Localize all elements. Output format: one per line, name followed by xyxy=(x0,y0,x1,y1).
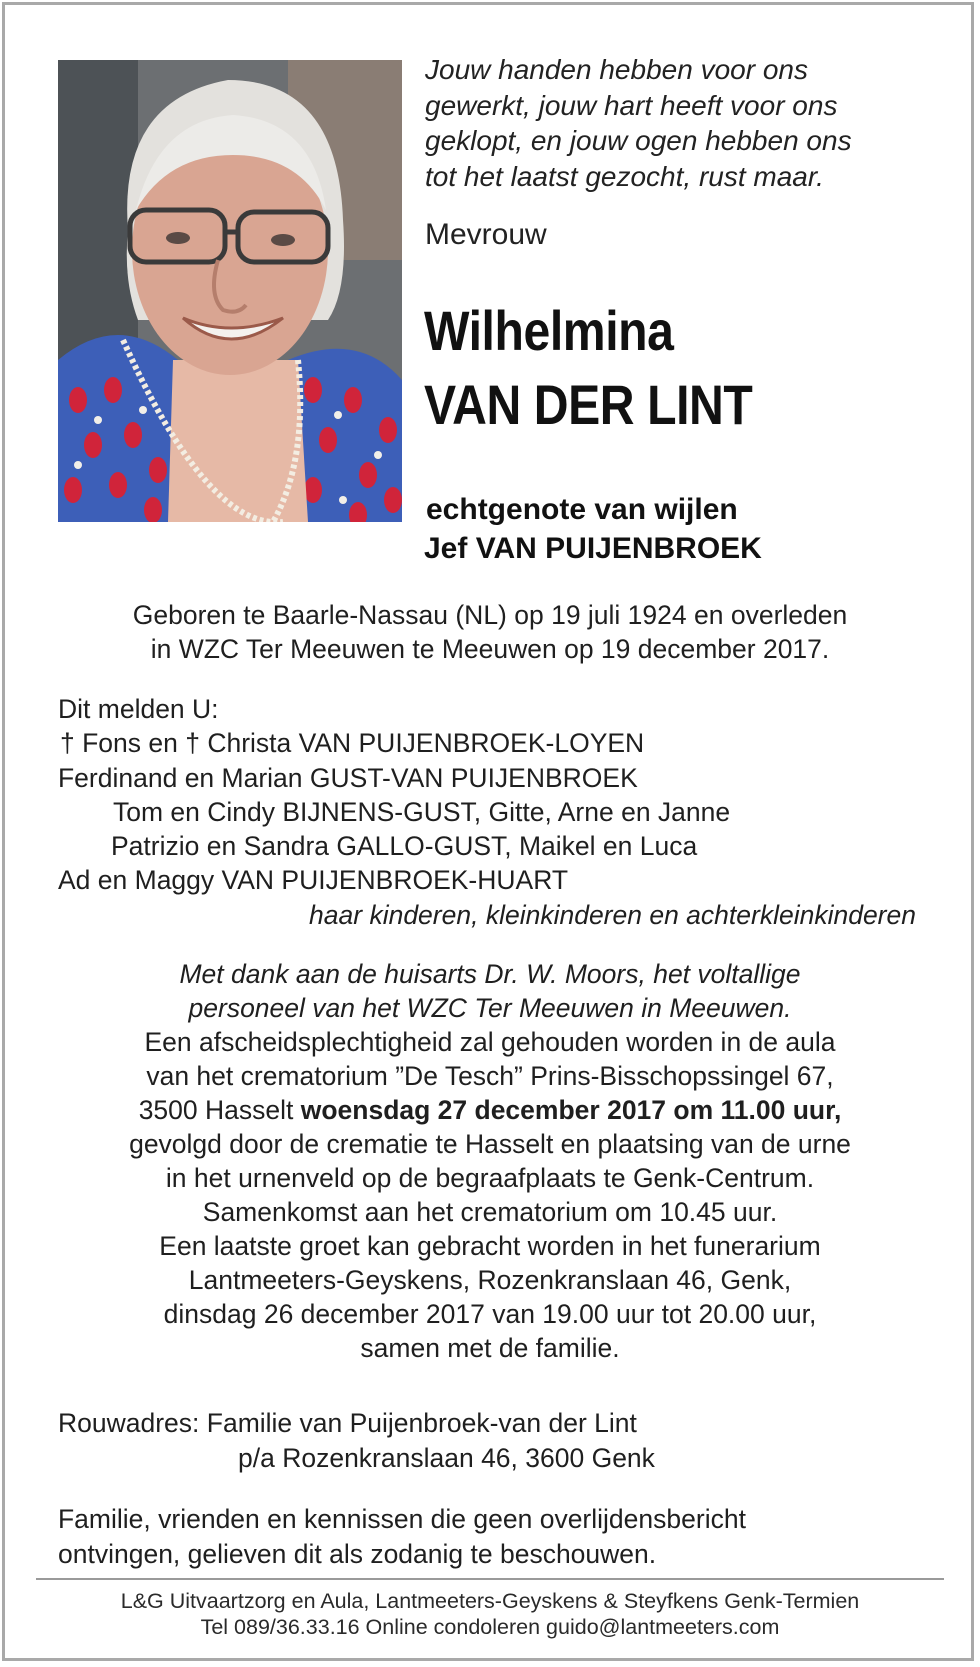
notice-line: Familie, vrienden en kennissen die geen overlijdensbericht xyxy=(58,1504,746,1534)
deceased-last-name: VAN DER LINT xyxy=(424,373,753,436)
verse-line: geklopt, en jouw ogen hebben ons xyxy=(425,125,852,156)
ceremony-line: Samenkomst aan het crematorium om 10.45 uur. xyxy=(202,1197,778,1227)
footer-contact: Tel 089/36.33.16 Online condoleren guido@lantmeeters.com xyxy=(200,1615,780,1639)
ceremony-line: gevolgd door de crematie te Hasselt en plaatsing van de urne xyxy=(129,1129,851,1159)
notice-line: ontvingen, gelieven dit als zodanig te beschouwen. xyxy=(58,1539,657,1569)
ceremony-line: Een laatste groet kan gebracht worden in het funerarium xyxy=(159,1231,821,1261)
spouse-relation: echtgenote van wijlen xyxy=(426,493,738,526)
spouse-name: Jef VAN PUIJENBROEK xyxy=(424,532,762,565)
deceased-name xyxy=(424,294,752,442)
family-line: Tom en Cindy BIJNENS-GUST, Gitte, Arne en Janne xyxy=(113,796,731,827)
birth-death-info xyxy=(40,598,940,666)
ceremony-place: 3500 Hasselt xyxy=(138,1095,301,1125)
family-line: Ferdinand en Marian GUST-VAN PUIJENBROEK xyxy=(58,762,638,793)
divider xyxy=(36,1578,944,1580)
spouse-info xyxy=(424,490,762,568)
ceremony-line: in het urnenveld op de begraafplaats te Genk-Centrum. xyxy=(165,1163,815,1193)
birth-line: Geboren te Baarle-Nassau (NL) op 19 juli 1924 en overleden xyxy=(132,600,848,630)
ceremony-line: dinsdag 26 december 2017 van 19.00 uur tot 20.00 uur, xyxy=(163,1299,817,1329)
footer-company: L&G Uitvaartzorg en Aula, Lantmeeters-Geyskens & Steyfkens Genk-Termien xyxy=(120,1589,860,1613)
address-line: Rouwadres: Familie van Puijenbroek-van der Lint xyxy=(58,1408,637,1438)
ceremony-line: Lantmeeters-Geyskens, Rozenkranslaan 46, Genk, xyxy=(188,1265,792,1295)
family-relation: haar kinderen, kleinkinderen en achterkleinkinderen xyxy=(309,899,916,930)
address-line: p/a Rozenkranslaan 46, 3600 Genk xyxy=(238,1442,655,1473)
family-line: Patrizio en Sandra GALLO-GUST, Maikel en Luca xyxy=(111,831,698,862)
deceased-first-name: Wilhelmina xyxy=(424,299,674,362)
verse-line: tot het laatst gezocht, rust maar. xyxy=(425,160,824,192)
family-line: Ad en Maggy VAN PUIJENBROEK-HUART xyxy=(58,865,569,896)
memorial-verse xyxy=(425,52,945,194)
thanks-line: personeel van het WZC Ter Meeuwen in Meeuwen. xyxy=(188,993,792,1023)
footer xyxy=(40,1588,940,1640)
ceremony-date-line xyxy=(40,1093,940,1127)
ceremony-line: van het crematorium ”De Tesch” Prins-Bisschopssingel 67, xyxy=(146,1061,834,1091)
ceremony-date: woensdag 27 december 2017 om 11.00 uur, xyxy=(300,1095,842,1125)
notice-text xyxy=(58,1502,746,1572)
family-list xyxy=(58,692,938,932)
ceremony-details xyxy=(40,957,940,1365)
salutation: Mevrouw xyxy=(425,218,547,251)
mourning-address xyxy=(58,1406,655,1475)
family-line: † Fons en † Christa VAN PUIJENBROEK-LOYEN xyxy=(60,728,645,759)
verse-line: gewerkt, jouw hart heeft voor ons xyxy=(425,89,838,121)
thanks-line: Met dank aan de huisarts Dr. W. Moors, het voltallige xyxy=(179,959,801,989)
portrait-photo xyxy=(58,60,402,522)
ceremony-line: Een afscheidsplechtigheid zal gehouden worden in de aula xyxy=(144,1027,836,1057)
death-line: in WZC Ter Meeuwen te Meeuwen op 19 december 2017. xyxy=(150,634,830,664)
verse-line: Jouw handen hebben voor ons xyxy=(425,54,808,85)
ceremony-line: samen met de familie. xyxy=(360,1333,620,1363)
family-intro: Dit melden U: xyxy=(58,694,219,724)
